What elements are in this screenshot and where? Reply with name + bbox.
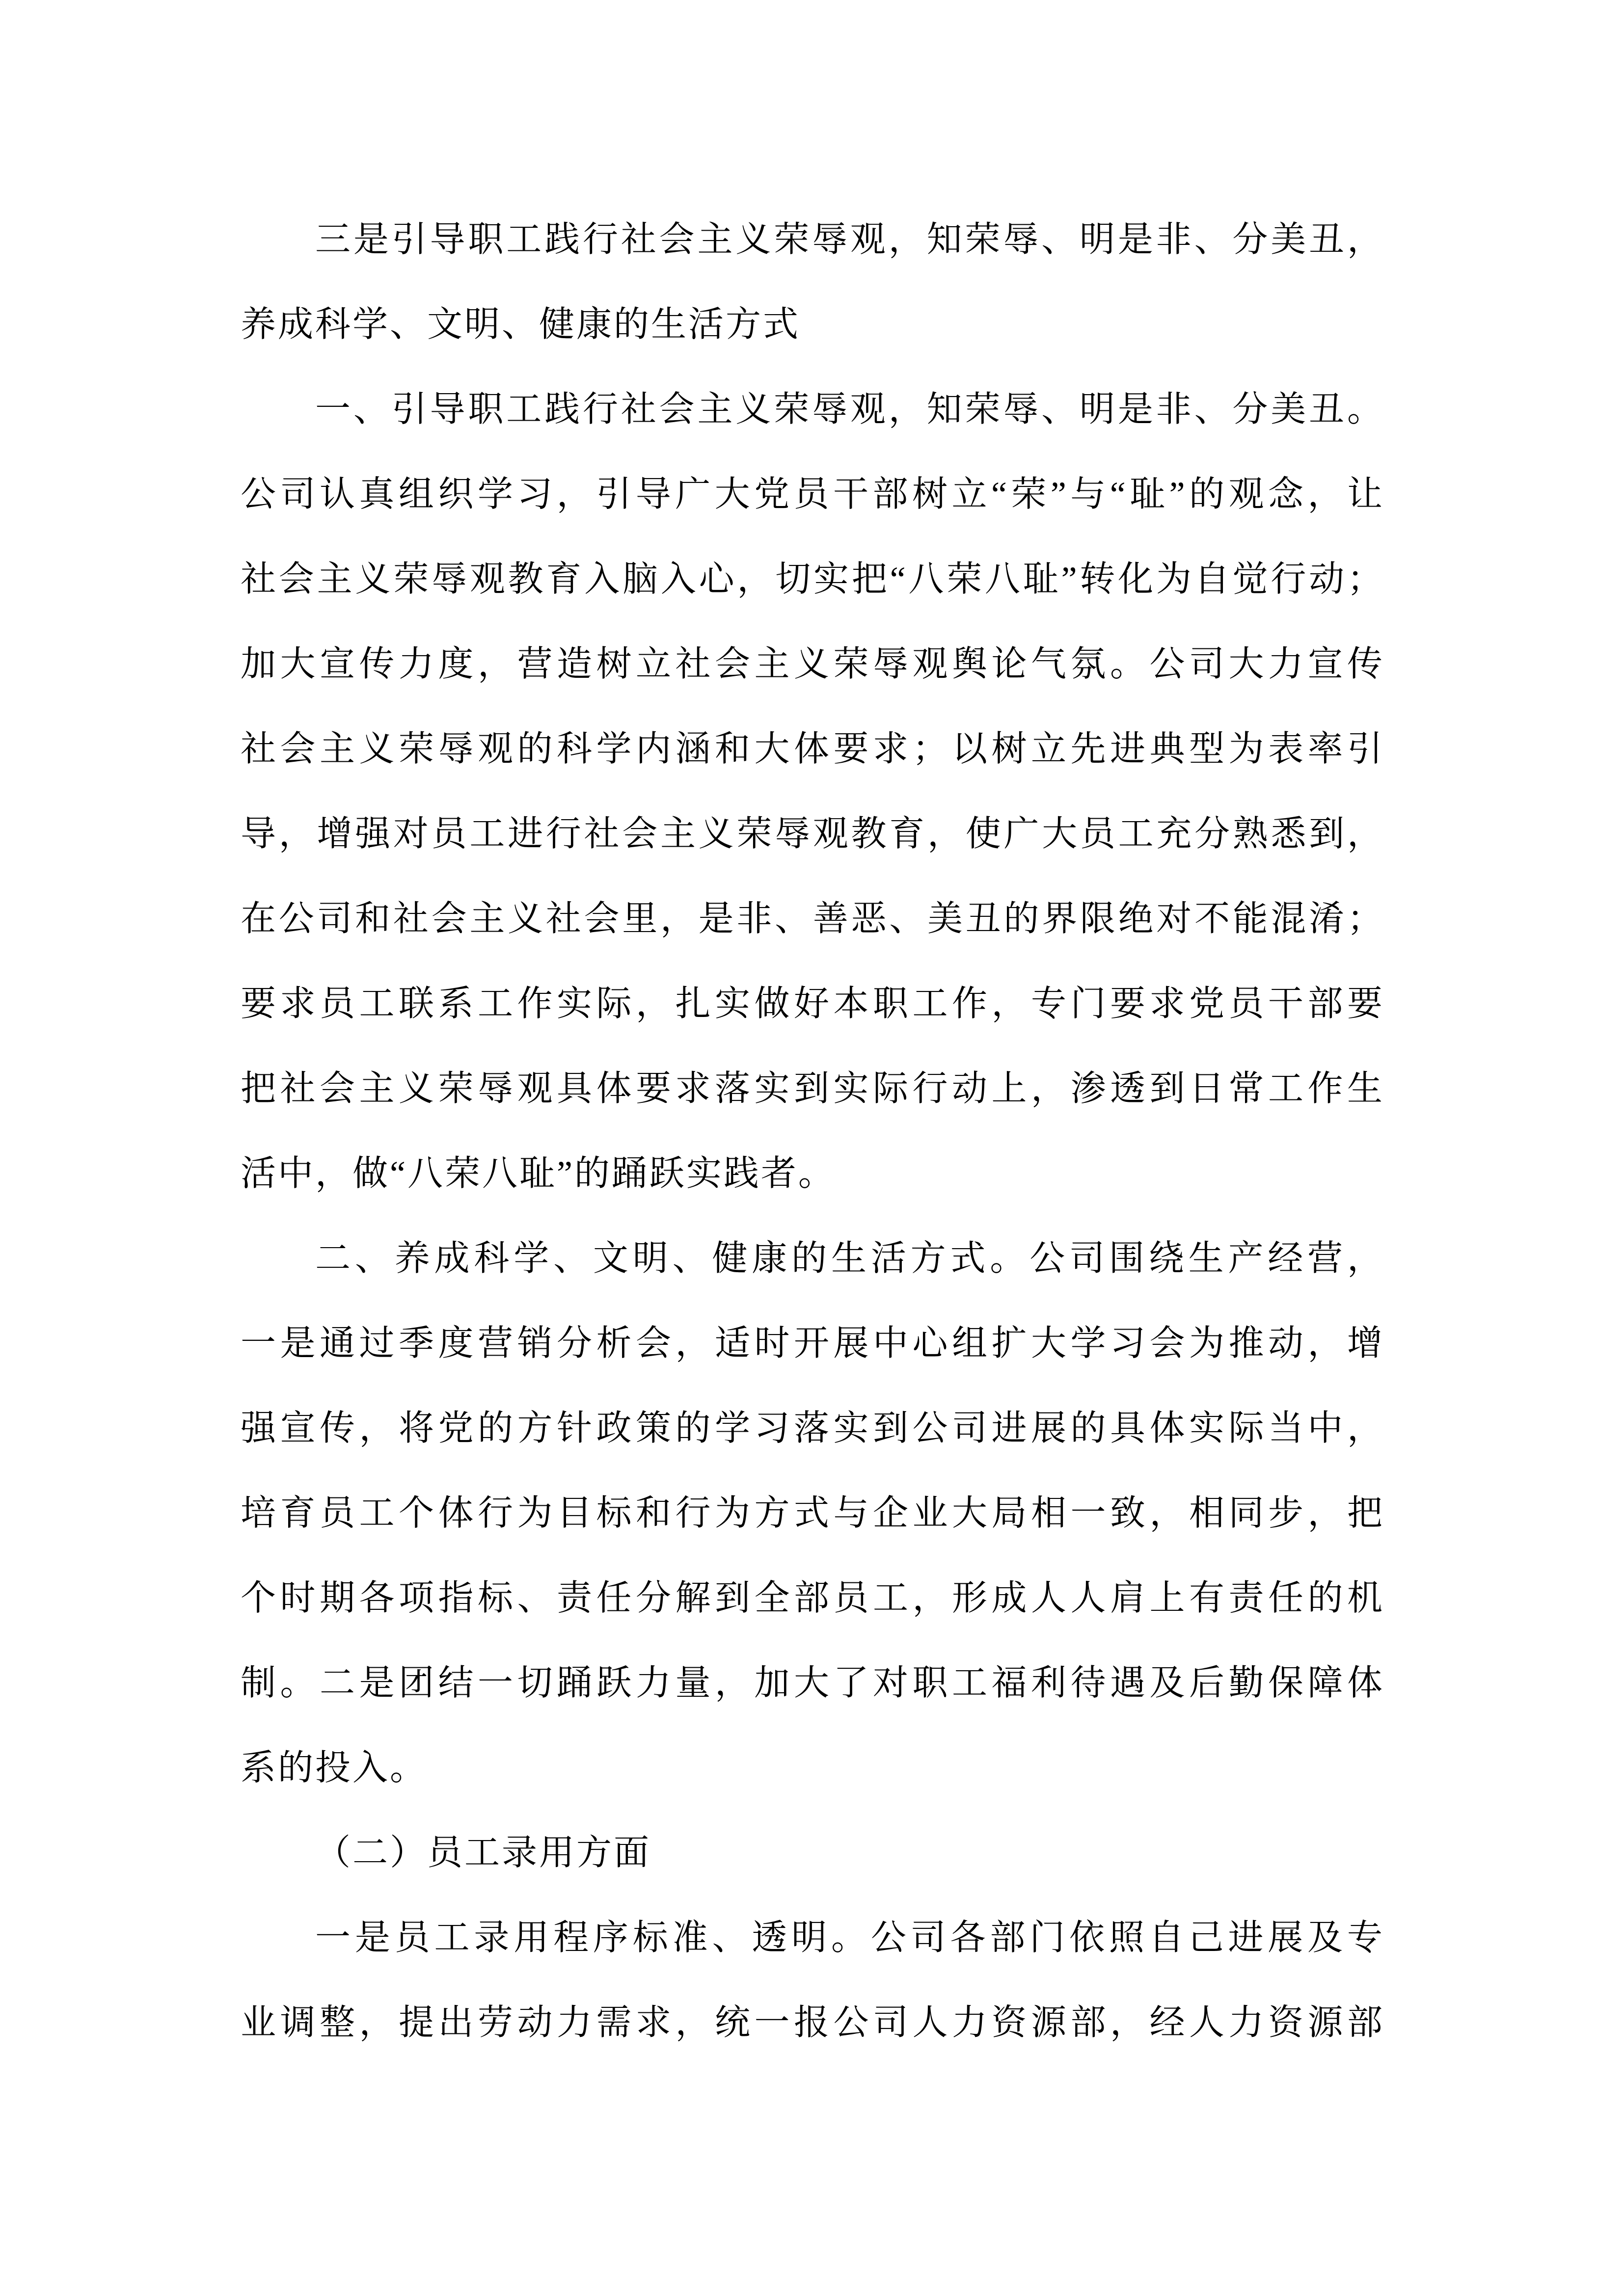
text-line: 加大宣传力度，营造树立社会主义荣辱观舆论气氛。公司大力宣传 xyxy=(241,644,1384,684)
text-line: 养成科学、文明、健康的生活方式 xyxy=(241,305,801,344)
text-line: 把社会主义荣辱观具体要求落实到实际行动上，渗透到日常工作生 xyxy=(241,1069,1384,1108)
text-line: 二、养成科学、文明、健康的生活方式。公司围绕生产经营， xyxy=(315,1239,1384,1278)
text-line: 一是通过季度营销分析会，适时开展中心组扩大学习会为推动，增 xyxy=(241,1324,1384,1363)
text-line: 活中，做“八荣八耻”的踊跃实践者。 xyxy=(241,1154,836,1193)
text-line: 一、引导职工践行社会主义荣辱观，知荣辱、明是非、分美丑。 xyxy=(315,390,1384,429)
text-line: （二）员工录用方面 xyxy=(315,1833,651,1872)
text-line: 要求员工联系工作实际，扎实做好本职工作，专门要求党员干部要 xyxy=(241,984,1384,1023)
text-line: 在公司和社会主义社会里，是非、善恶、美丑的界限绝对不能混淆； xyxy=(241,899,1384,938)
text-line: 导，增强对员工进行社会主义荣辱观教育，使广大员工充分熟悉到， xyxy=(241,814,1384,854)
text-line: 公司认真组织学习，引导广大党员干部树立“荣”与“耻”的观念，让 xyxy=(241,475,1384,514)
text-line: 制。二是团结一切踊跃力量，加大了对职工福利待遇及后勤保障体 xyxy=(241,1663,1384,1703)
text-line: 培育员工个体行为目标和行为方式与企业大局相一致，相同步，把 xyxy=(241,1494,1384,1533)
text-line: 个时期各项指标、责任分解到全部员工，形成人人肩上有责任的机 xyxy=(241,1578,1384,1618)
text-line: 业调整，提出劳动力需求，统一报公司人力资源部，经人力资源部 xyxy=(241,2003,1384,2042)
text-line: 强宣传，将党的方针政策的学习落实到公司进展的具体实际当中， xyxy=(241,1409,1384,1448)
text-line: 社会主义荣辱观的科学内涵和大体要求；以树立先进典型为表率引 xyxy=(241,729,1384,769)
text-line: 系的投入。 xyxy=(241,1748,428,1788)
text-line: 一是员工录用程序标准、透明。公司各部门依照自己进展及专 xyxy=(315,1918,1384,1957)
text-line: 三是引导职工践行社会主义荣辱观，知荣辱、明是非、分美丑， xyxy=(315,220,1384,259)
text-line: 社会主义荣辱观教育入脑入心，切实把“八荣八耻”转化为自觉行动； xyxy=(241,560,1384,599)
document-body xyxy=(241,197,1384,2065)
